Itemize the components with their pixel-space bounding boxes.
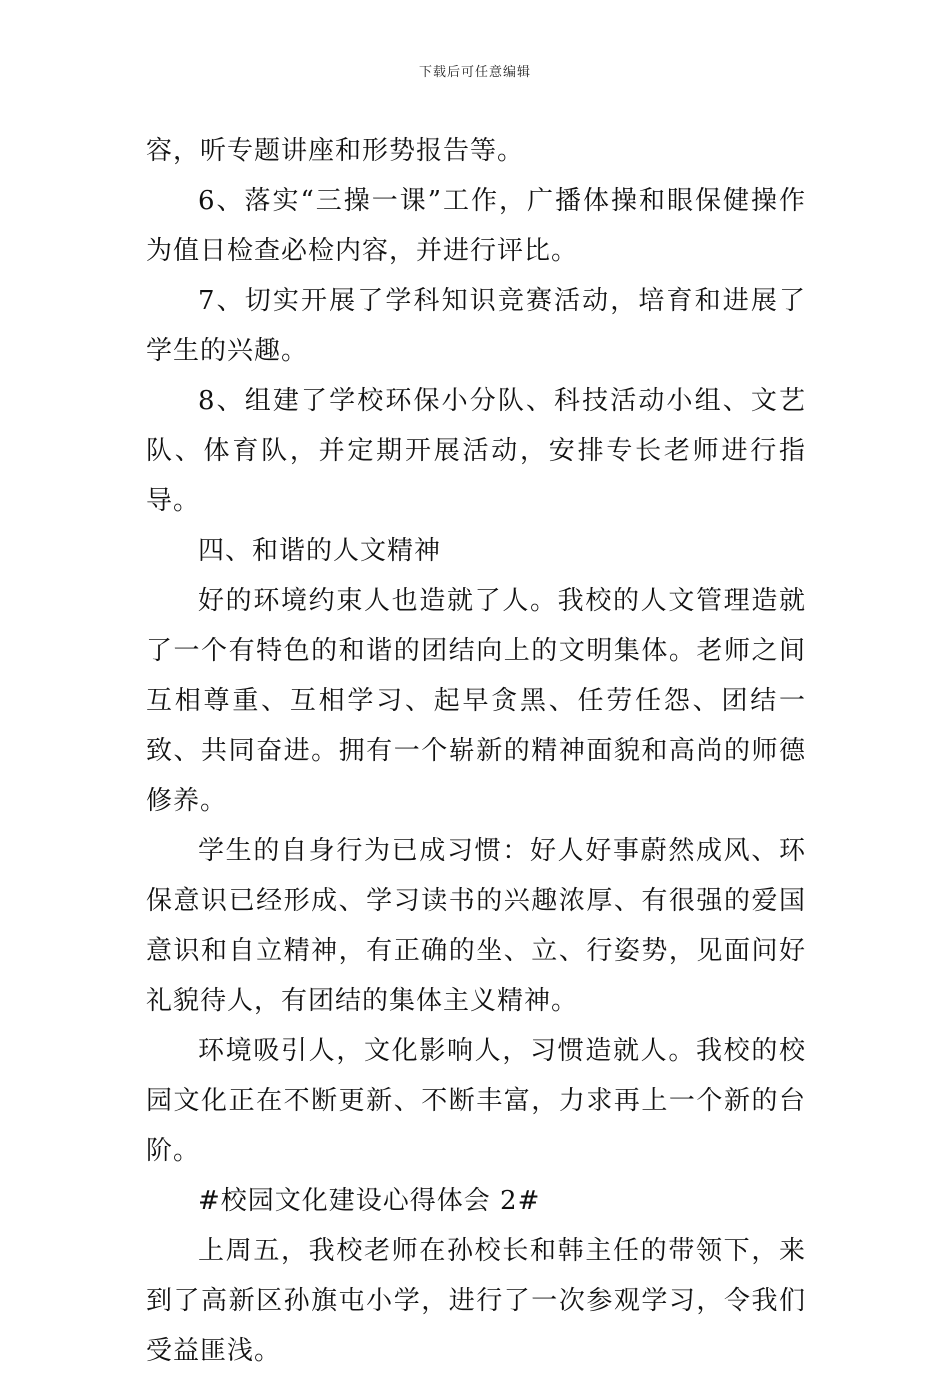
section-heading: 四、和谐的人文精神 xyxy=(198,536,442,566)
paragraph: 8、组建了学校环保小分队、科技活动小组、文艺队、体育队，并定期开展活动，安排专长老师进行指导。 xyxy=(146,386,806,516)
paragraph: 好的环境约束人也造就了人。我校的人文管理造就了一个有特色的和谐的团结向上的文明集体。老师之间互相尊重、互相学习、起早贪黑、任劳任怨、团结一致、共同奋进。拥有一个崭新的精神面貌和高尚的师德修养。 xyxy=(146,586,806,816)
page-header: 下载后可任意编辑 xyxy=(418,65,531,80)
paragraph: 上周五，我校老师在孙校长和韩主任的带领下，来到了高新区孙旗屯小学，进行了一次参观学习，令我们受益匪浅。 xyxy=(146,1236,806,1366)
article-title: #校园文化建设心得体会 2# xyxy=(198,1186,541,1216)
paragraph: 环境吸引人，文化影响人，习惯造就人。我校的校园文化正在不断更新、不断丰富，力求再上一个新的台阶。 xyxy=(146,1036,806,1166)
document-body xyxy=(146,126,806,1376)
paragraph: 7、切实开展了学科知识竞赛活动，培育和进展了学生的兴趣。 xyxy=(146,286,806,366)
paragraph: 6、落实“三操一课”工作，广播体操和眼保健操作为值日检查必检内容，并进行评比。 xyxy=(146,186,806,266)
paragraph: 学生的自身行为已成习惯：好人好事蔚然成风、环保意识已经形成、学习读书的兴趣浓厚、有很强的爱国意识和自立精神，有正确的坐、立、行姿势，见面问好礼貌待人，有团结的集体主义精神。 xyxy=(146,836,806,1016)
paragraph: 容，听专题讲座和形势报告等。 xyxy=(146,136,525,166)
